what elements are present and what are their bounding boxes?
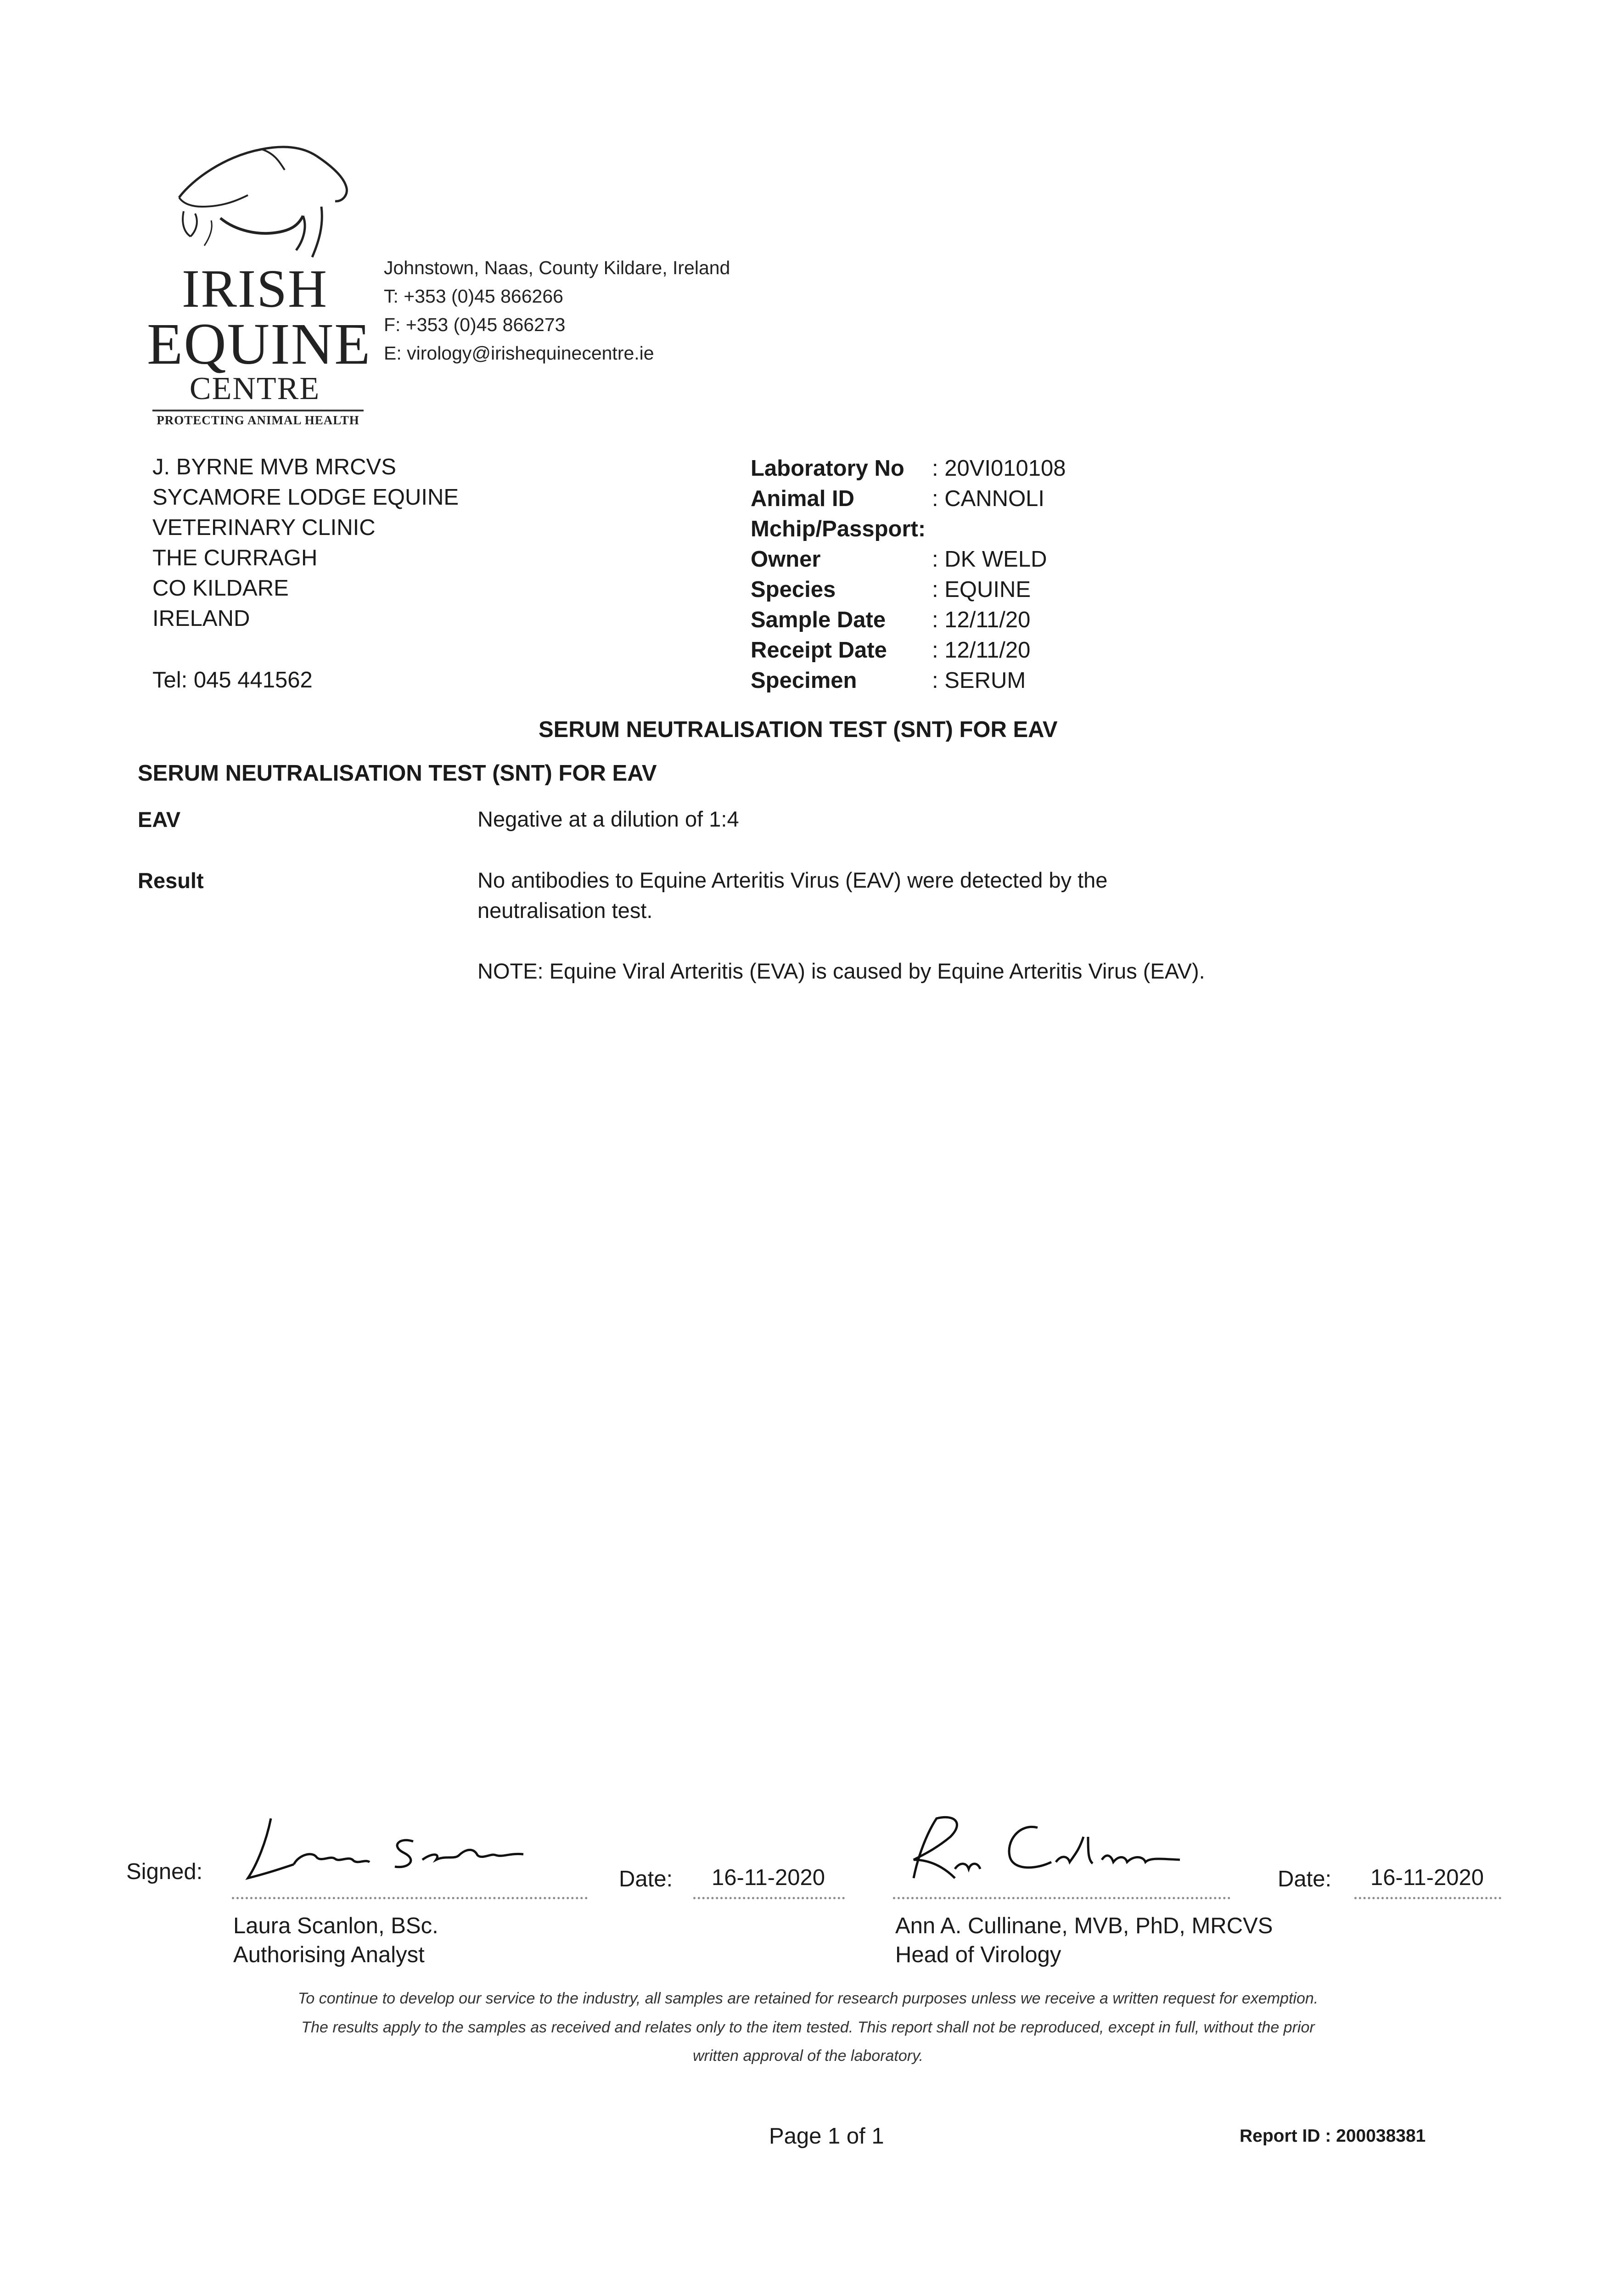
report-id: Report ID : 200038381 [1240,2126,1426,2146]
species-label: Species [751,577,836,602]
laura-scanlon-signature [239,1809,533,1892]
receipt-date-label: Receipt Date [751,638,887,663]
sample-date-label: Sample Date [751,608,886,632]
specimen-value: : SERUM [932,668,1026,693]
contact-phone: T: +353 (0)45 866266 [384,286,563,307]
contact-address: Johnstown, Naas, County Kildare, Ireland [384,257,730,278]
irish-equine-centre-logo [147,138,371,427]
recipient-line: SYCAMORE LODGE EQUINE [152,485,459,510]
owner-value: : DK WELD [932,547,1047,572]
logo-tagline: PROTECTING ANIMAL HEALTH [157,413,359,427]
eav-value: Negative at a dilution of 1:4 [477,807,739,831]
left-signatory-name: Laura Scanlon, BSc. [233,1913,438,1938]
result-text: No antibodies to Equine Arteritis Virus (EAV) were detected by the neutralisation test. [477,868,1108,923]
animal-id-value: : CANNOLI [932,486,1045,511]
right-date-value: 16-11-2020 [1370,1865,1484,1890]
mchip-label: Mchip/Passport: [751,517,926,541]
recipient-tel: Tel: 045 441562 [152,668,313,692]
contact-fax: F: +353 (0)45 866273 [384,314,566,335]
logo-word-centre: CENTRE [189,371,320,406]
result-label: Result [138,868,204,893]
right-signatory-name: Ann A. Cullinane, MVB, PhD, MRCVS [895,1913,1273,1938]
recipient-line: J. BYRNE MVB MRCVS [152,455,396,479]
disclaimer-line-3: written approval of the laboratory. [692,2047,924,2065]
eav-label: EAV [138,807,181,832]
owner-label: Owner [751,547,821,572]
animal-id-label: Animal ID [751,486,854,511]
signed-label: Signed: [126,1859,203,1884]
page-number: Page 1 of 1 [769,2124,884,2149]
left-date-value: 16-11-2020 [712,1865,825,1890]
receipt-date-value: : 12/11/20 [932,638,1031,663]
ann-cullinane-signature [886,1805,1207,1892]
specimen-label: Specimen [751,668,857,693]
disclaimer-line-2: The results apply to the samples as received and relates only to the item tested. This report shall not be reproduced, except in full, without the prior [301,2019,1315,2036]
right-signatory-role: Head of Virology [895,1942,1061,1967]
left-date-label: Date: [619,1867,673,1891]
recipient-line: THE CURRAGH [152,546,318,570]
left-signatory-role: Authorising Analyst [233,1942,425,1967]
recipient-line: IRELAND [152,606,250,631]
note-text: NOTE: Equine Viral Arteritis (EVA) is caused by Equine Arteritis Virus (EAV). [477,959,1205,983]
recipient-line: CO KILDARE [152,576,289,601]
sample-date-value: : 12/11/20 [932,608,1031,632]
report-title: SERUM NEUTRALISATION TEST (SNT) FOR EAV [539,717,1058,742]
lab-no-label: Laboratory No [751,456,904,481]
species-value: : EQUINE [932,577,1031,602]
recipient-line: VETERINARY CLINIC [152,515,376,540]
right-date-label: Date: [1278,1867,1332,1891]
horse-logo-icon [165,138,358,262]
left-signature-line [232,1897,588,1899]
right-signature-line [893,1897,1230,1899]
logo-word-irish: IRISH [181,259,328,319]
section-heading: SERUM NEUTRALISATION TEST (SNT) FOR EAV [138,761,657,786]
right-date-line [1354,1897,1501,1899]
logo-divider [152,410,364,411]
disclaimer-line-1: To continue to develop our service to the industry, all samples are retained for research purposes unless we receive a written request for exemption. [297,1990,1319,2007]
left-date-line [693,1897,845,1899]
lab-no-value: : 20VI010108 [932,456,1066,481]
contact-email[interactable]: E: virology@irishequinecentre.ie [384,343,654,364]
logo-word-equine: EQUINE [147,311,371,377]
